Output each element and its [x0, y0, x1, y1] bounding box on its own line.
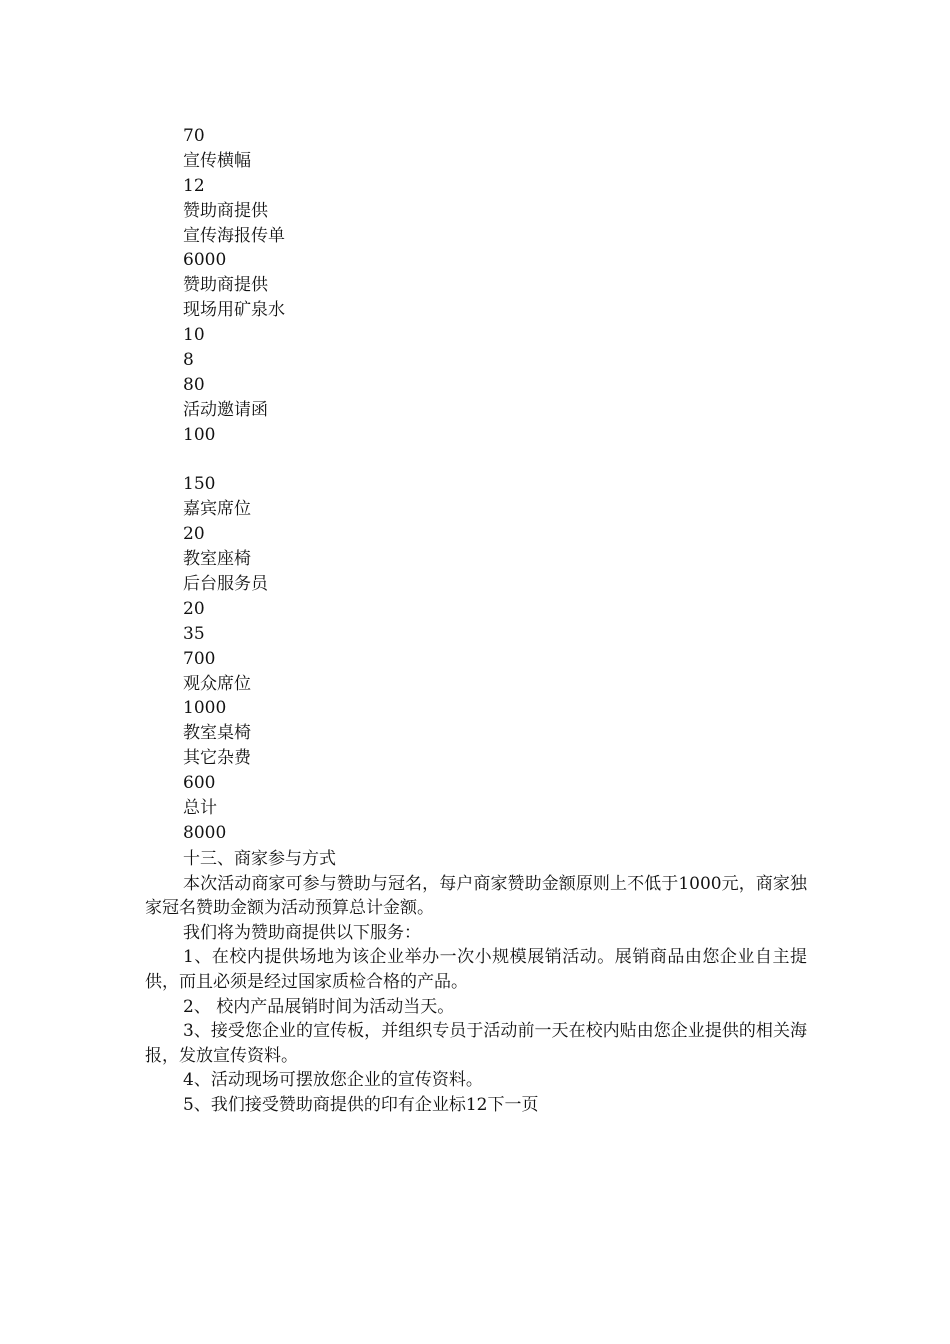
table-cell: 后台服务员 [183, 574, 268, 595]
table-cell: 20 [183, 598, 205, 619]
table-cell: 150 [183, 474, 216, 495]
table-cell: 8 [183, 350, 194, 371]
table-cell: 70 [183, 126, 205, 146]
paragraph: 2、 校内产品展销时间为活动当天。 [183, 996, 455, 1017]
table-cell: 35 [183, 623, 205, 644]
paragraph: 1、在校内提供场地为该企业举办一次小规模展销活动。展销商品由您企业自主提供，而且必须是经过国家质检合格的产品。 [145, 947, 807, 992]
paragraph: 我们将为赞助商提供以下服务： [183, 922, 421, 943]
table-cell: 现场用矿泉水 [183, 300, 285, 321]
paragraph: 4、活动现场可摆放您企业的宣传资料。 [183, 1070, 483, 1091]
table-cell: 宣传横幅 [183, 150, 251, 171]
table-cell: 1000 [183, 698, 227, 719]
table-cell: 教室座椅 [183, 549, 251, 570]
table-cell: 活动邀请函 [183, 399, 268, 420]
table-cell: 嘉宾席位 [183, 499, 251, 520]
table-cell: 6000 [183, 250, 227, 271]
table-cell: 总计 [183, 798, 217, 819]
paragraph: 本次活动商家可参与赞助与冠名，每户商家赞助金额原则上不低于1000元，商家独家冠名赞助金额为活动预算总计金额。 [145, 873, 807, 919]
table-cell: 赞助商提供 [183, 200, 268, 221]
table-cell: 100 [183, 424, 216, 445]
table-cell: 宣传海报传单 [183, 225, 285, 246]
table-cell: 观众席位 [183, 673, 251, 694]
table-cell: 600 [183, 773, 216, 794]
table-cell: 10 [183, 325, 205, 346]
section-heading: 十三、商家参与方式 [183, 849, 336, 869]
table-cell: 教室桌椅 [183, 723, 251, 744]
budget-table-lines [183, 124, 803, 846]
paragraph-next-page: 5、我们接受赞助商提供的印有企业标12下一页 [183, 1094, 539, 1115]
table-cell: 80 [183, 374, 205, 395]
table-cell: 赞助商提供 [183, 275, 268, 296]
paragraph: 3、接受您企业的宣传板，并组织专员于活动前一天在校内贴由您企业提供的相关海报，发放宣传资料。 [145, 1021, 807, 1066]
section-body [145, 847, 807, 1118]
table-cell: 其它杂费 [183, 748, 251, 769]
table-cell-empty [183, 448, 803, 473]
table-cell: 12 [183, 175, 205, 196]
table-cell: 8000 [183, 822, 227, 843]
table-cell: 700 [183, 648, 216, 669]
table-cell: 20 [183, 524, 205, 545]
